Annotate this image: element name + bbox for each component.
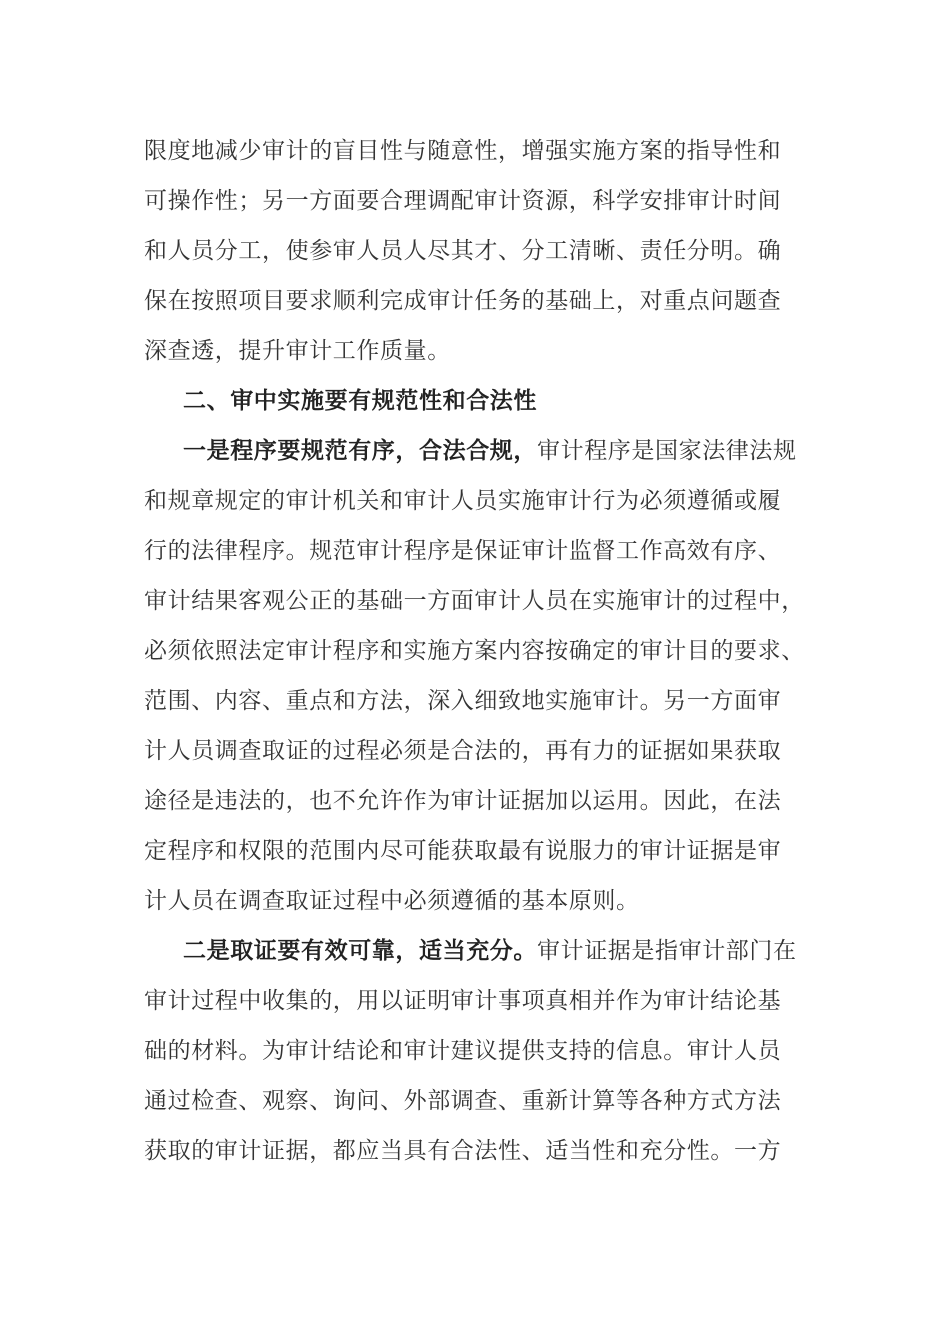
paragraph-lead: 一是程序要规范有序，合法合规， (183, 438, 537, 464)
paragraph-first-line (183, 426, 816, 476)
text-line: 深查透，提升审计工作质量。 (144, 338, 451, 364)
text-line: 限度地减少审计的盲目性与随意性，增强实施方案的指导性和 (144, 138, 782, 164)
paragraph-text: 审计程序是国家法律法规 (537, 438, 797, 464)
text-line: 定程序和权限的范围内尽可能获取最有说服力的审计证据是审 (144, 838, 782, 864)
text-line: 行的法律程序。规范审计程序是保证审计监督工作高效有序、 (144, 538, 782, 564)
text-line: 范围、内容、重点和方法，深入细致地实施审计。另一方面审 (144, 688, 782, 714)
text-line: 途径是违法的，也不允许作为审计证据加以运用。因此，在法 (144, 788, 782, 814)
text-line: 审计结果客观公正的基础一方面审计人员在实施审计的过程中， (144, 588, 805, 614)
text-line: 必须依照法定审计程序和实施方案内容按确定的审计目的要求、 (144, 638, 805, 664)
text-line: 和人员分工，使参审人员人尽其才、分工清晰、责任分明。确 (144, 238, 782, 264)
text-line: 可操作性；另一方面要合理调配审计资源，科学安排审计时间 (144, 188, 782, 214)
paragraph-first-line (183, 926, 816, 976)
paragraph-text: 审计证据是指审计部门在 (537, 938, 797, 964)
text-line: 通过检查、观察、询问、外部调查、重新计算等各种方式方法 (144, 1088, 782, 1114)
text-line: 审计过程中收集的，用以证明审计事项真相并作为审计结论基 (144, 988, 782, 1014)
text-line: 计人员在调查取证过程中必须遵循的基本原则。 (144, 888, 640, 914)
text-line: 础的材料。为审计结论和审计建议提供支持的信息。审计人员 (144, 1038, 782, 1064)
section-heading: 二、审中实施要有规范性和合法性 (183, 388, 537, 414)
text-line: 和规章规定的审计机关和审计人员实施审计行为必须遵循或履 (144, 488, 782, 514)
text-line: 计人员调查取证的过程必须是合法的，再有力的证据如果获取 (144, 738, 782, 764)
text-line: 获取的审计证据，都应当具有合法性、适当性和充分性。一方 (144, 1138, 782, 1164)
text-line: 保在按照项目要求顺利完成审计任务的基础上，对重点问题查 (144, 288, 782, 314)
paragraph-lead: 二是取证要有效可靠，适当充分。 (183, 938, 537, 964)
